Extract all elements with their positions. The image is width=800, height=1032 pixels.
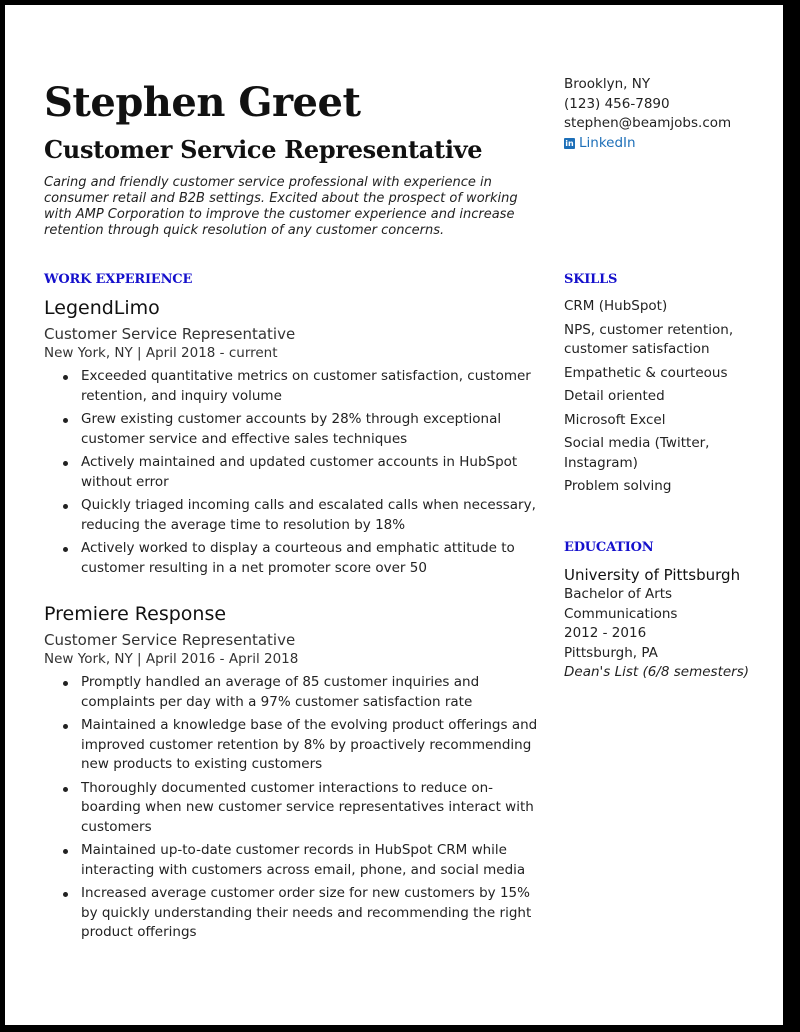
job-role: Customer Service Representative xyxy=(44,325,296,343)
education-heading: EDUCATION xyxy=(564,540,654,555)
bullet-item: Maintained up-to-date customer records in HubSpot CRM while interacting with customers across email, phone, and social media xyxy=(44,841,544,880)
bullet-item: Actively worked to display a courteous and emphatic attitude to customer resulting in a net promoter score over 50 xyxy=(44,539,544,578)
contact-block xyxy=(564,75,774,153)
bullet-item: Promptly handled an average of 85 customer inquiries and complaints per day with a 97% customer satisfaction rate xyxy=(44,673,544,712)
job-entry xyxy=(44,602,544,947)
summary-text: Caring and friendly customer service professional with experience in consumer retail and B2B settings. Excited about the prospect of working with AMP Corporation to improve the customer experience and increase retention through quick resolution of any customer concerns. xyxy=(44,175,518,238)
work-experience-heading: WORK EXPERIENCE xyxy=(44,272,193,287)
skill-item: Microsoft Excel xyxy=(564,411,666,428)
degree: Bachelor of Arts xyxy=(564,586,673,602)
contact-email[interactable]: stephen@beamjobs.com xyxy=(564,115,732,131)
education-location: Pittsburgh, PA xyxy=(564,644,658,661)
job-role: Customer Service Representative xyxy=(44,631,296,649)
education-block xyxy=(564,565,774,683)
job-entry xyxy=(44,296,544,582)
skill-item: CRM (HubSpot) xyxy=(564,298,668,314)
skill-item: Problem solving xyxy=(564,478,672,494)
bullet-item: Actively maintained and updated customer accounts in HubSpot without error xyxy=(44,453,544,492)
bullet-item: Increased average customer order size for new customers by 15% by quickly understanding their needs and recommending the right product offerings xyxy=(44,884,544,943)
skill-item: Detail oriented xyxy=(564,388,665,404)
company-name: Premiere Response xyxy=(44,603,227,625)
linkedin-link[interactable] xyxy=(564,134,774,154)
contact-location: Brooklyn, NY xyxy=(564,76,651,92)
school-name: University of Pittsburgh xyxy=(564,566,741,584)
candidate-title: Customer Service Representative xyxy=(44,135,483,164)
major: Communications xyxy=(564,605,678,622)
company-name: LegendLimo xyxy=(44,297,160,319)
job-location-dates: New York, NY | April 2018 - current xyxy=(44,345,278,361)
linkedin-label: LinkedIn xyxy=(579,134,636,151)
candidate-name: Stephen Greet xyxy=(44,79,361,126)
skills-heading: SKILLS xyxy=(564,272,618,287)
skill-item: Social media (Twitter, Instagram) xyxy=(564,435,710,471)
contact-phone: (123) 456-7890 xyxy=(564,95,670,112)
education-honors: Dean's List (6/8 semesters) xyxy=(564,664,750,680)
resume-page xyxy=(5,5,783,1025)
job-bullets xyxy=(44,367,544,578)
skill-item: Empathetic & courteous xyxy=(564,364,728,381)
linkedin-icon: in xyxy=(565,138,574,148)
bullet-item: Thoroughly documented customer interactions to reduce on-boarding when new customer service representatives interact with customers xyxy=(44,779,544,838)
skill-item: NPS, customer retention, customer satisfaction xyxy=(564,321,734,357)
job-bullets xyxy=(44,673,544,943)
skills-list xyxy=(564,297,764,501)
bullet-item: Maintained a knowledge base of the evolving product offerings and improved customer retention by 8% by proactively recommending new products to existing customers xyxy=(44,716,544,775)
bullet-item: Exceeded quantitative metrics on customer satisfaction, customer retention, and inquiry volume xyxy=(44,367,544,406)
education-years: 2012 - 2016 xyxy=(564,625,647,641)
bullet-item: Grew existing customer accounts by 28% through exceptional customer service and effective sales techniques xyxy=(44,410,544,449)
job-location-dates: New York, NY | April 2016 - April 2018 xyxy=(44,651,299,667)
bullet-item: Quickly triaged incoming calls and escalated calls when necessary, reducing the average time to resolution by 18% xyxy=(44,496,544,535)
